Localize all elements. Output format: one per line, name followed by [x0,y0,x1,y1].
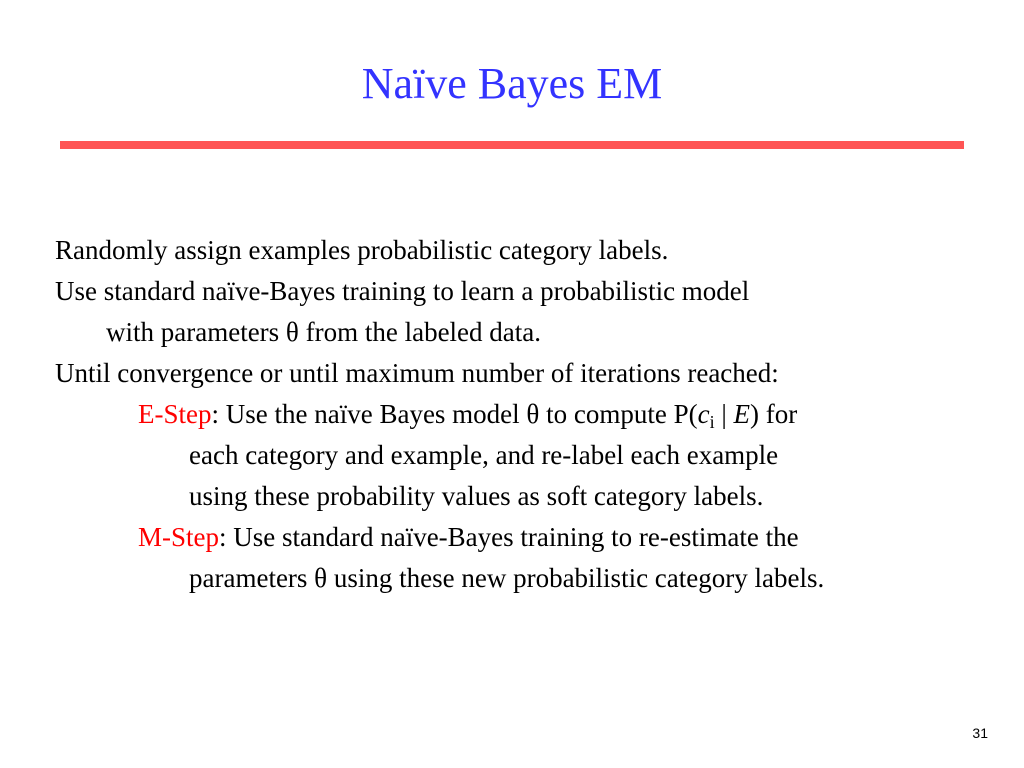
estep-separator: | [714,399,734,429]
estep-text-before: : Use the naïve Bayes model θ to compute P( [211,399,698,429]
body-line-parameters: with parameters θ from the labeled data. [106,317,542,347]
mstep-text: : Use standard naïve-Bayes training to re-estimate the [219,522,799,552]
title-underline-rule [60,141,964,149]
estep-label: E-Step [138,399,212,429]
mstep-label: M-Step [138,522,219,552]
estep-line [138,394,797,435]
body-line-random-assign: Randomly assign examples probabilistic category labels. [55,235,669,265]
estep-line-2: each category and example, and re-label each example [189,440,779,470]
mstep-line-2: parameters θ using these new probabilistic category labels. [189,563,825,593]
estep-text-after: ) for [750,399,798,429]
estep-subscript-i: i [709,412,715,432]
slide-title: Naïve Bayes EM [361,59,663,108]
mstep-line [138,517,799,558]
estep-variable-c: c [697,399,710,429]
estep-variable-e: E [733,399,750,429]
estep-line-3: using these probability values as soft category labels. [189,481,764,511]
body-line-standard-training: Use standard naïve-Bayes training to learn a probabilistic model [55,276,750,306]
page-number: 31 [972,725,988,741]
body-line-until-convergence: Until convergence or until maximum number of iterations reached: [55,358,779,388]
